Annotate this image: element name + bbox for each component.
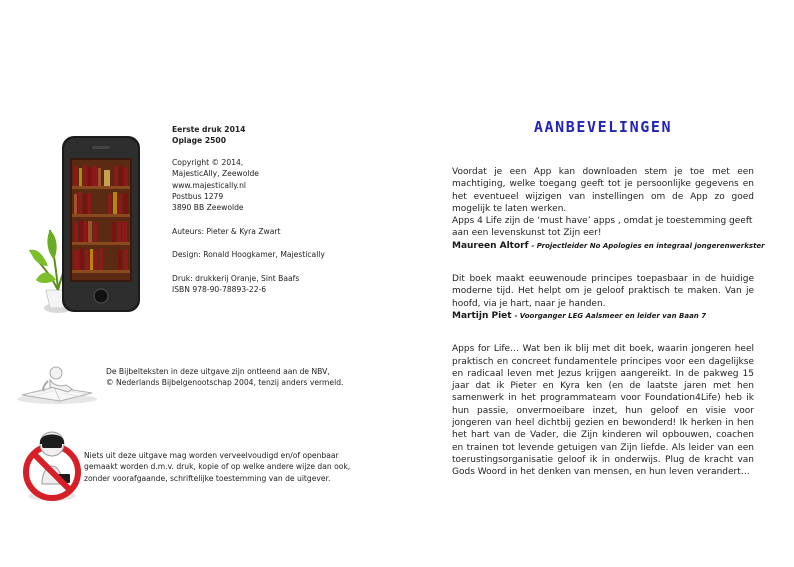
rights-notice-line-1: Niets uit deze uitgave mag worden verveelvoudigd en/of openbaar bbox=[84, 451, 339, 460]
recommendation-2 bbox=[452, 273, 754, 322]
bible-notice-line-1: De Bijbelteksten in deze uitgave zijn ontleend aan de NBV, bbox=[106, 367, 330, 376]
recommendation-2-author: Martijn Piet bbox=[452, 310, 512, 321]
bible-notice-line-2: © Nederlands Bijbelgenootschap 2004, tenzij anders vermeld. bbox=[106, 378, 344, 388]
recommendation-3 bbox=[452, 343, 754, 478]
bible-text-notice bbox=[106, 366, 368, 389]
edition-text: Eerste druk 2014 bbox=[172, 125, 246, 134]
reading-figure-icon bbox=[14, 365, 100, 405]
recommendation-3-paragraph-1: Apps for Life… Wat ben ik blij met dit boek, waarin jongeren heel praktisch en concreet fundamentele principes voor een dagelijkse en radicaal leven met Jezus krijgen aangereikt. In de pakweg 15 jaar dat ik Pieter en Kyra ken (en de laatste jaren met hen samenwerk in het programmateam voor Foundation4Life) heb ik hun passie, onvermoeibare inzet, hun geloof en visie voor jongeren van heel dichtbij gezien en bewonderd! Ik herken in hen het hart van de Vader, die Zijn kinderen wil opbouwen, coachen en trainen tot levende getuigen van Zijn liefde. Als leider van een toerustingsorganisatie geloof ik in onderwijs. Plug de kracht van Gods Woord in het denken van mensen, en hun leven verandert… bbox=[452, 344, 754, 478]
recommendation-1-author-line bbox=[452, 240, 765, 252]
no-piracy-icon bbox=[20, 430, 86, 504]
design-credit-text: Design: Ronald Hoogkamer, Majestically bbox=[172, 250, 325, 260]
recommendation-2-paragraph-1: Dit boek maakt eeuwenoude principes toepasbaar in de huidige moderne tijd. Het helpt om je geloof praktisch te maken. Van je hoofd, via je hart, naar je handen. bbox=[452, 274, 754, 309]
rights-notice-line-3: zonder voorafgaande, schriftelijke toestemming van de uitgever. bbox=[84, 473, 331, 483]
bookshelf-phone-icon bbox=[28, 130, 168, 330]
recommendation-1 bbox=[452, 166, 765, 252]
copyright-text: Copyright © 2014, bbox=[172, 157, 244, 167]
recommendation-1-role: - Projectleider No Apologies en integraal jongerenwerkster bbox=[531, 241, 765, 250]
postal-city-text: 3890 BB Zeewolde bbox=[172, 203, 244, 213]
print-credit-text: Druk: drukkerij Oranje, Sint Baafs bbox=[172, 273, 300, 283]
postbox-text: Postbus 1279 bbox=[172, 192, 224, 202]
rights-notice-line-2: gemaakt worden d.m.v. druk, kopie of op welke andere wijze dan ook, bbox=[84, 462, 351, 472]
authors-text: Auteurs: Pieter & Kyra Zwart bbox=[172, 226, 281, 236]
publisher-text: MajesticAlly, Zeewolde bbox=[172, 169, 259, 179]
recommendation-2-role: - Voorganger LEG Aalsmeer en leider van Baan 7 bbox=[514, 311, 707, 320]
bookshelf-screen bbox=[72, 160, 130, 280]
website-link[interactable]: www.majestically.nl bbox=[172, 180, 247, 190]
recommendation-1-author: Maureen Altorf bbox=[452, 240, 529, 251]
recommendations-page bbox=[452, 118, 765, 479]
recommendation-1-paragraph-2: Apps 4 Life zijn de ‘must have’ apps , omdat je toestemming geeft aan een levenskunst tot Zijn eer! bbox=[452, 216, 753, 239]
colophon bbox=[172, 124, 392, 295]
print-run-text: Oplage 2500 bbox=[172, 136, 226, 146]
page-title: AANBEVELINGEN bbox=[533, 118, 673, 136]
isbn-text: ISBN 978-90-78893-22-6 bbox=[172, 285, 267, 295]
recommendation-2-author-line bbox=[452, 310, 754, 322]
rights-notice bbox=[84, 450, 352, 484]
recommendation-1-paragraph-1: Voordat je een App kan downloaden stem je toe met een machtiging, welke toegang geeft tot je persoonlijke gegevens en het eventueel wijzigen van instellingen om de App zo goed mogelijk te laten werken. bbox=[452, 167, 754, 214]
